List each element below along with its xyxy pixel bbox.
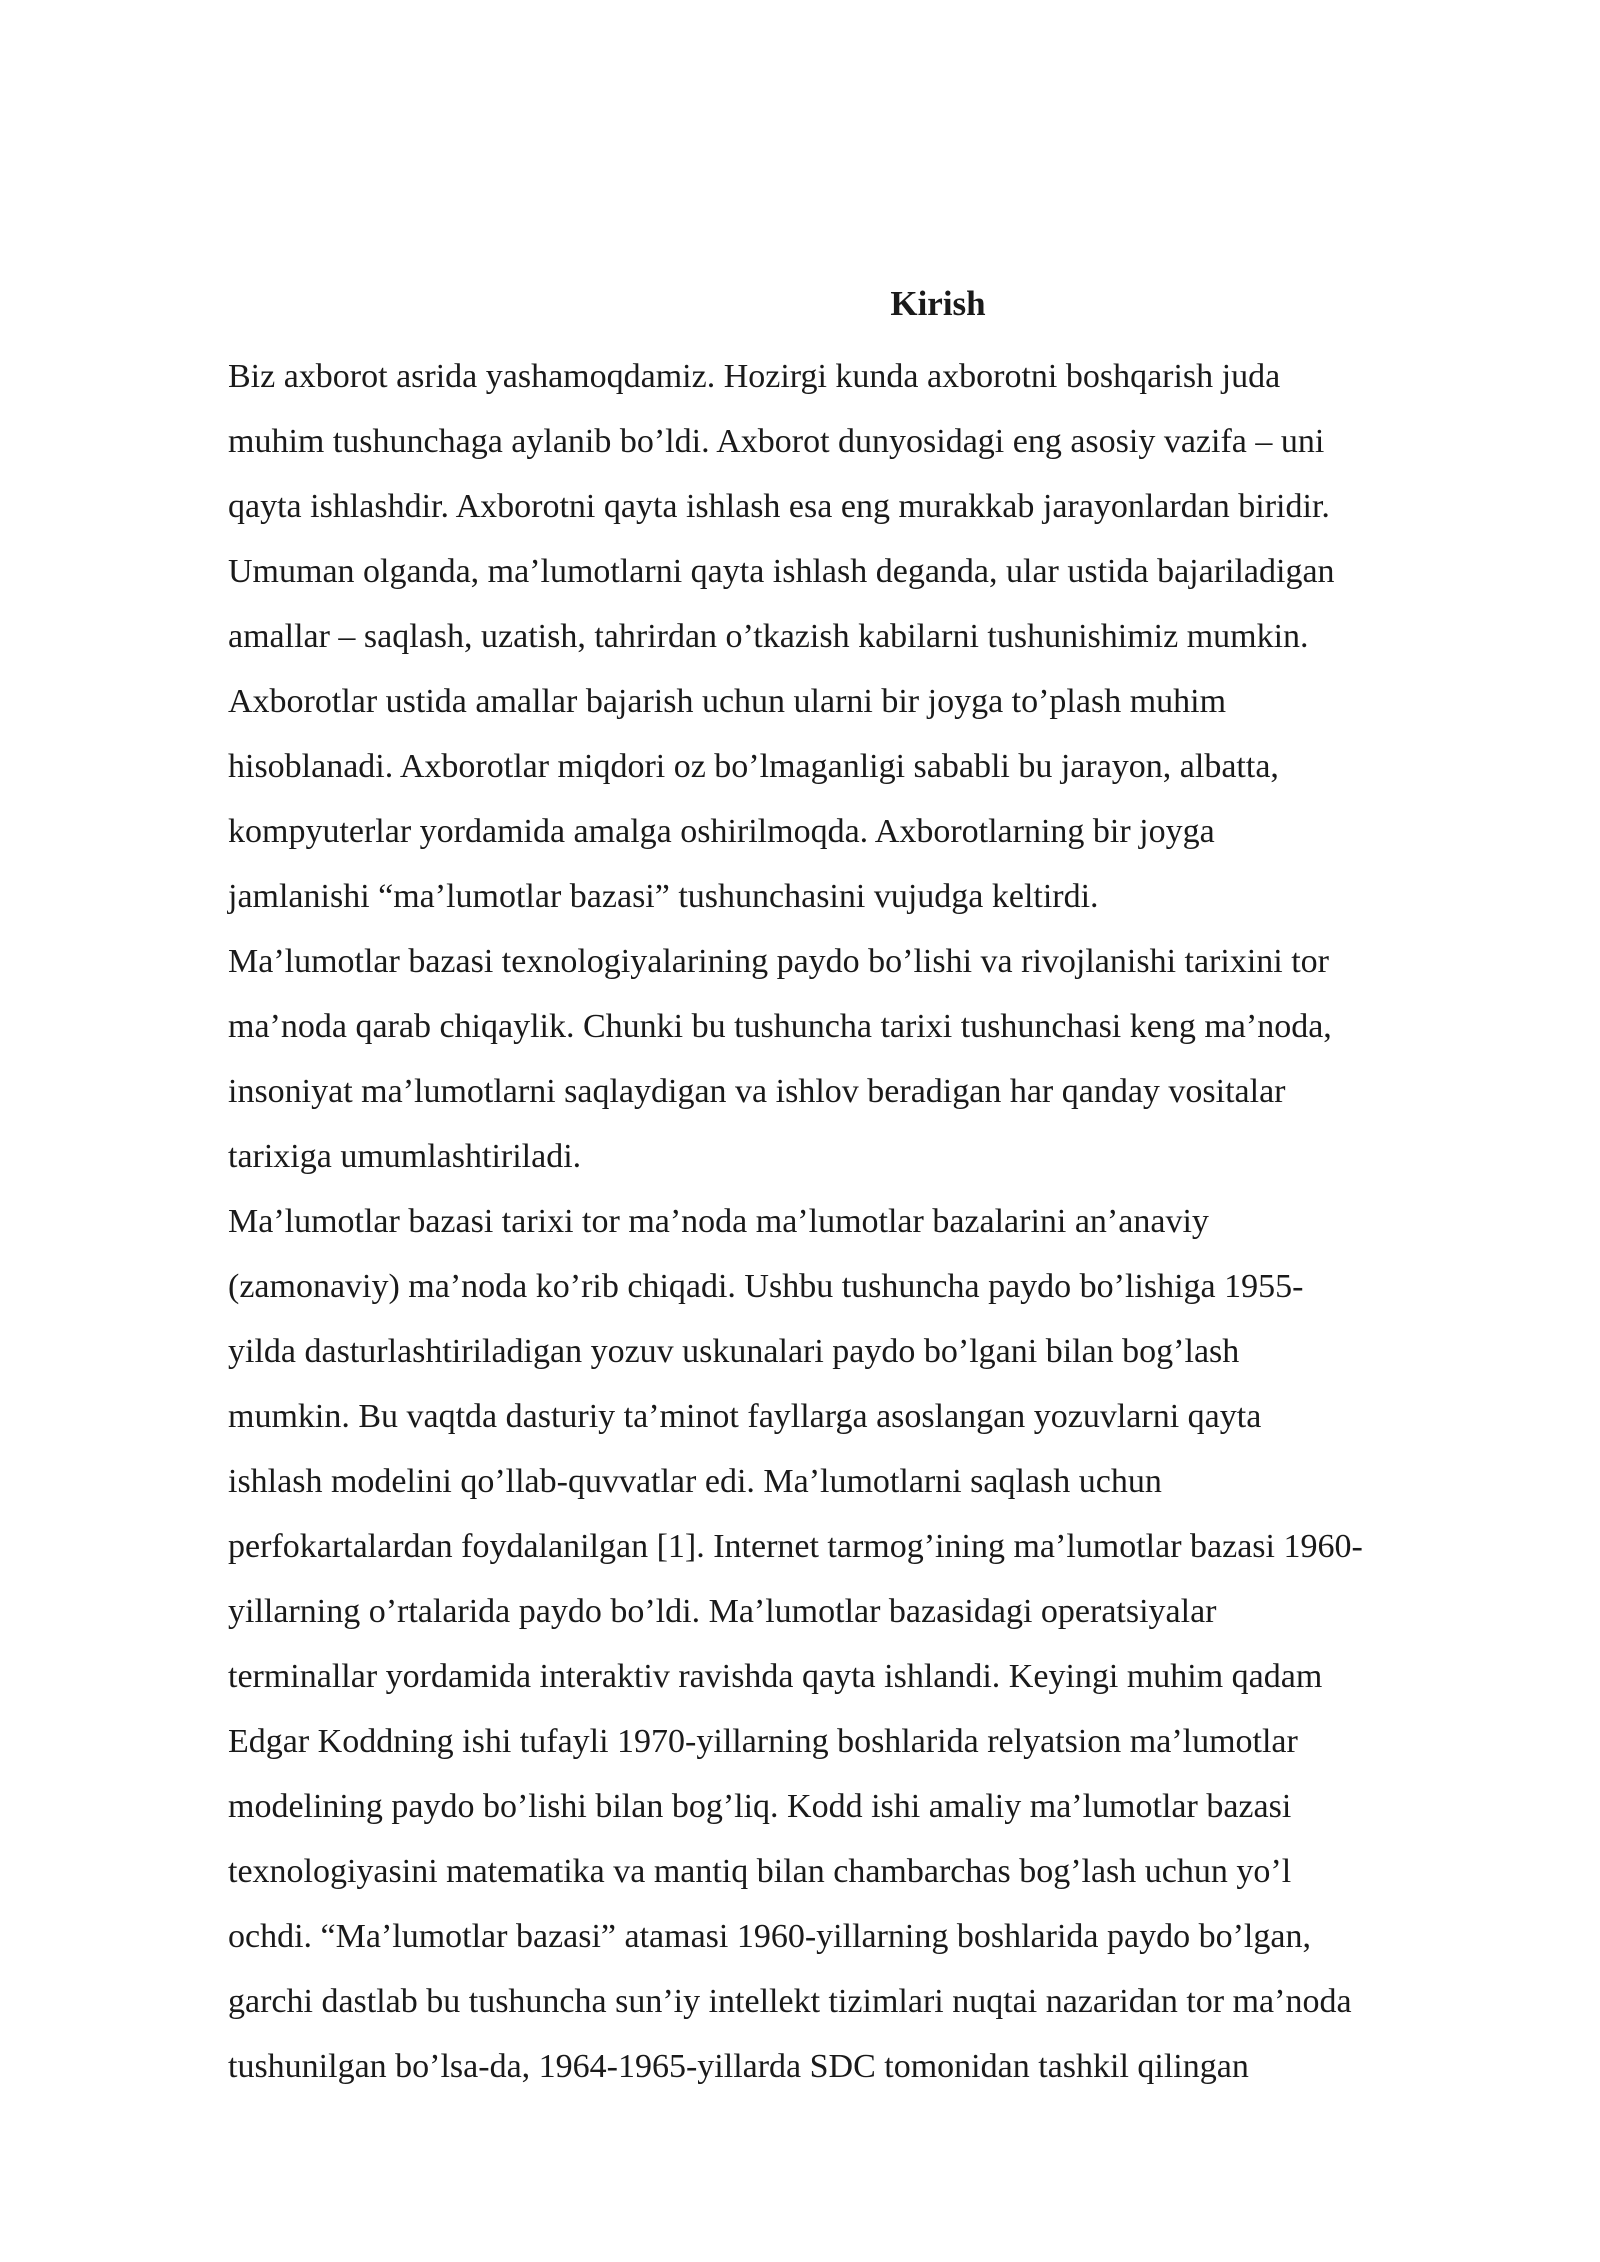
- text-line: garchi dastlab bu tushuncha sun’iy intellekt tizimlari nuqtai nazaridan tor ma’noda: [228, 1983, 1352, 2020]
- text-line: ma’noda qarab chiqaylik. Chunki bu tushuncha tarixi tushunchasi keng ma’noda,: [228, 1008, 1332, 1045]
- text-line: qayta ishlashdir. Axborotni qayta ishlash esa eng murakkab jarayonlardan biridir.: [228, 488, 1330, 525]
- text-line: (zamonaviy) ma’noda ko’rib chiqadi. Ushbu tushuncha paydo bo’lishiga 1955-: [228, 1268, 1304, 1305]
- text-line: hisoblanadi. Axborotlar miqdori oz bo’lmaganligi sababli bu jarayon, albatta,: [228, 748, 1279, 785]
- text-line: Axborotlar ustida amallar bajarish uchun ularni bir joyga to’plash muhim: [228, 683, 1227, 720]
- section-title: Kirish: [890, 284, 986, 323]
- text-line: ishlash modelini qo’llab-quvvatlar edi. Ma’lumotlarni saqlash uchun: [228, 1463, 1162, 1500]
- text-line: Edgar Koddning ishi tufayli 1970-yillarning boshlarida relyatsion ma’lumotlar: [228, 1723, 1298, 1760]
- text-line: Ma’lumotlar bazasi tarixi tor ma’noda ma’lumotlar bazalarini an’anaviy: [228, 1203, 1209, 1240]
- text-line: muhim tushunchaga aylanib bo’ldi. Axborot dunyosidagi eng asosiy vazifa – uni: [228, 423, 1325, 460]
- text-line: yillarning o’rtalarida paydo bo’ldi. Ma’lumotlar bazasidagi operatsiyalar: [228, 1593, 1217, 1630]
- text-line: jamlanishi “ma’lumotlar bazasi” tushunchasini vujudga keltirdi.: [228, 878, 1099, 915]
- text-line: Umuman olganda, ma’lumotlarni qayta ishlash deganda, ular ustida bajariladigan: [228, 553, 1335, 590]
- text-line: yilda dasturlashtiriladigan yozuv uskunalari paydo bo’lgani bilan bog’lash: [228, 1333, 1240, 1370]
- text-line: perfokartalardan foydalanilgan [1]. Internet tarmog’ining ma’lumotlar bazasi 1960-: [228, 1528, 1363, 1565]
- text-line: insoniyat ma’lumotlarni saqlaydigan va ishlov beradigan har qanday vositalar: [228, 1073, 1286, 1110]
- text-line: amallar – saqlash, uzatish, tahrirdan o’tkazish kabilarni tushunishimiz mumkin.: [228, 618, 1309, 655]
- body-text: [228, 344, 1518, 2099]
- text-line: ochdi. “Ma’lumotlar bazasi” atamasi 1960-yillarning boshlarida paydo bo’lgan,: [228, 1918, 1311, 1955]
- text-line: modelining paydo bo’lishi bilan bog’liq. Kodd ishi amaliy ma’lumotlar bazasi: [228, 1788, 1292, 1825]
- text-line: tushunilgan bo’lsa-da, 1964-1965-yillarda SDC tomonidan tashkil qilingan: [228, 2048, 1249, 2085]
- text-line: texnologiyasini matematika va mantiq bilan chambarchas bog’lash uchun yo’l: [228, 1853, 1292, 1890]
- text-line: mumkin. Bu vaqtda dasturiy ta’minot fayllarga asoslangan yozuvlarni qayta: [228, 1398, 1262, 1435]
- text-line: terminallar yordamida interaktiv ravishda qayta ishlandi. Keyingi muhim qadam: [228, 1658, 1323, 1695]
- text-line: Ma’lumotlar bazasi texnologiyalarining paydo bo’lishi va rivojlanishi tarixini tor: [228, 943, 1329, 980]
- text-line: Biz axborot asrida yashamoqdamiz. Hozirgi kunda axborotni boshqarish juda: [228, 358, 1281, 395]
- text-line: tarixiga umumlashtiriladi.: [228, 1138, 582, 1175]
- document-body: [228, 280, 1518, 2099]
- text-line: kompyuterlar yordamida amalga oshirilmoqda. Axborotlarning bir joyga: [228, 813, 1215, 850]
